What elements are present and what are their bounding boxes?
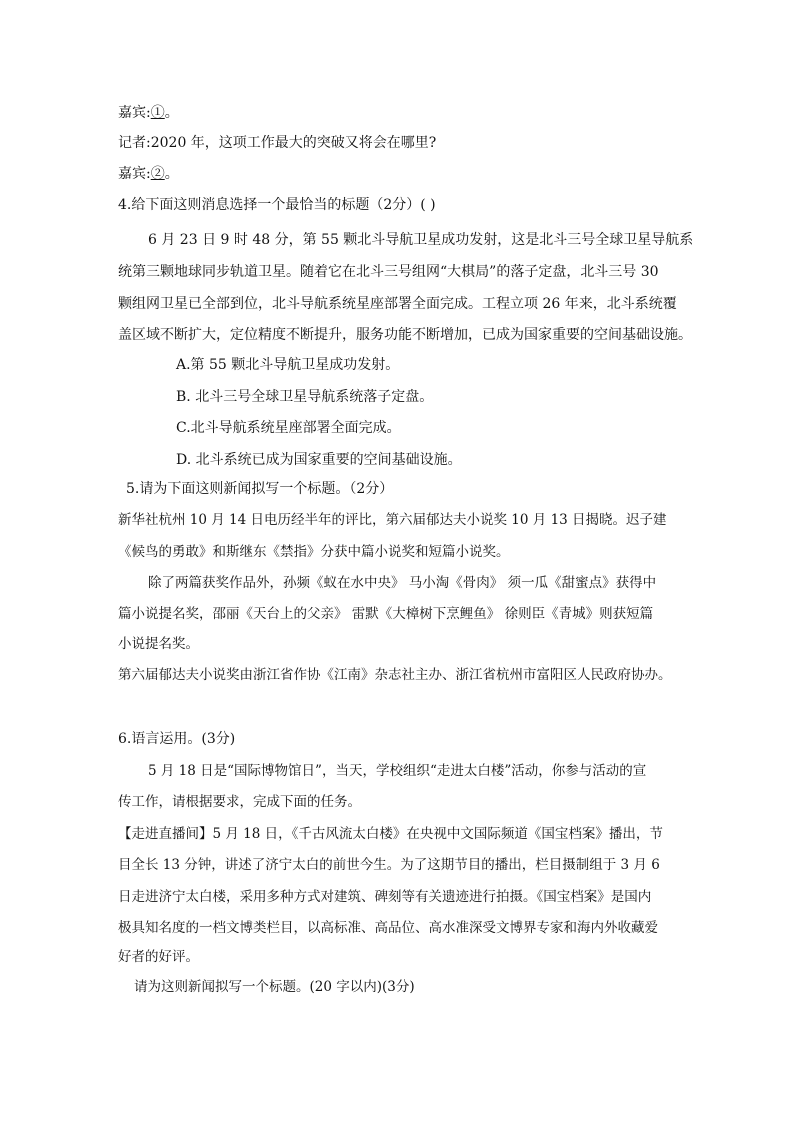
punct: 。 (164, 166, 179, 182)
q4-para-line: 盖区域不断扩大，定位精度不断提升，服务功能不断增加，已成为国家重要的空间基础设施。 (118, 327, 692, 343)
q4-para-line: 统第三颗地球同步轨道卫星。随着它在北斗三号组网“大棋局”的落子定盘，北斗三号 30 (118, 264, 659, 280)
guest-label: 嘉宾: (118, 166, 151, 182)
q4-option-c: C.北斗导航系统星座部署全面完成。 (176, 420, 401, 436)
q6-task: 请为这则新闻拟写一个标题。(20 字以内)(3分) (134, 979, 415, 995)
q5-line: 第六届郁达夫小说奖由浙江省作协《江南》杂志社主办、浙江省杭州市富阳区人民政府协办。 (118, 667, 672, 683)
q6-line: 【走进直播间】5 月 18 日，《千古风流太白楼》在央视中文国际频道《国宝档案》播出，节 (118, 826, 663, 842)
q5-title: 5.请为下面这则新闻拟写一个标题。（2分） (126, 481, 394, 497)
q6-line: 好者的好评。 (118, 949, 199, 965)
punct: 。 (164, 105, 179, 121)
guest-line-2 (118, 164, 179, 184)
q5-line: 篇小说提名奖，邵丽《天台上的父亲》 雷默《大樟树下烹鲤鱼》 徐则臣《青城》则获短篇 (118, 606, 654, 622)
q4-option-d: D. 北斗系统已成为国家重要的空间基础设施。 (176, 452, 462, 468)
guest-line-1 (118, 103, 179, 123)
q6-line: 日走进济宁太白楼，采用多种方式对建筑、碑刻等有关遗迹进行拍摄。《国宝档案》是国内 (118, 889, 652, 905)
q4-option-a: A.第 55 颗北斗导航卫星成功发射。 (176, 357, 400, 373)
q6-line: 目全长 13 分钟，讲述了济宁太白的前世今生。为了这期节目的播出，栏目摄制组于 3 月 6 (118, 857, 660, 873)
blank-1: ① (150, 105, 165, 121)
q4-option-b: B. 北斗三号全球卫星导航系统落子定盘。 (176, 389, 434, 405)
q6-line: 5 月 18 日是“国际博物馆日”，当天，学校组织“走进太白楼”活动，你参与活动的宣 (148, 763, 647, 779)
guest-label: 嘉宾: (118, 105, 151, 121)
q4-title: 4.给下面这则消息选择一个最恰当的标题（2分）( ) (118, 197, 436, 213)
reporter-question: 记者:2020 年，这项工作最大的突破又将会在哪里? (118, 135, 437, 151)
q5-line: 新华社杭州 10 月 14 日电历经半年的评比，第六届郁达夫小说奖 10 月 13 日揭晓。迟子建 (118, 512, 667, 528)
q6-title: 6.语言运用。(3分) (118, 731, 236, 747)
q5-line: 除了两篇获奖作品外，孙频《蚁在水中央》 马小淘《骨肉》 须一瓜《甜蜜点》获得中 (148, 575, 657, 591)
q4-para-line: 6 月 23 日 9 时 48 分，第 55 颗北斗导航卫星成功发射，这是北斗三号全球卫星导航系 (148, 232, 694, 248)
q6-line: 极具知名度的一档文博类栏目，以高标准、高品位、高水准深受文博界专家和海内外收藏爱 (118, 920, 658, 936)
q4-para-line: 颗组网卫星已全部到位，北斗导航系统星座部署全面完成。工程立项 26 年来，北斗系统覆 (118, 296, 677, 312)
q5-line: 《候鸟的勇敢》和斯继东《禁指》分获中篇小说奖和短篇小说奖。 (118, 544, 510, 560)
q5-line: 小说提名奖。 (118, 636, 199, 652)
blank-2: ② (150, 166, 165, 182)
q6-line: 传工作，请根据要求，完成下面的任务。 (118, 794, 361, 810)
